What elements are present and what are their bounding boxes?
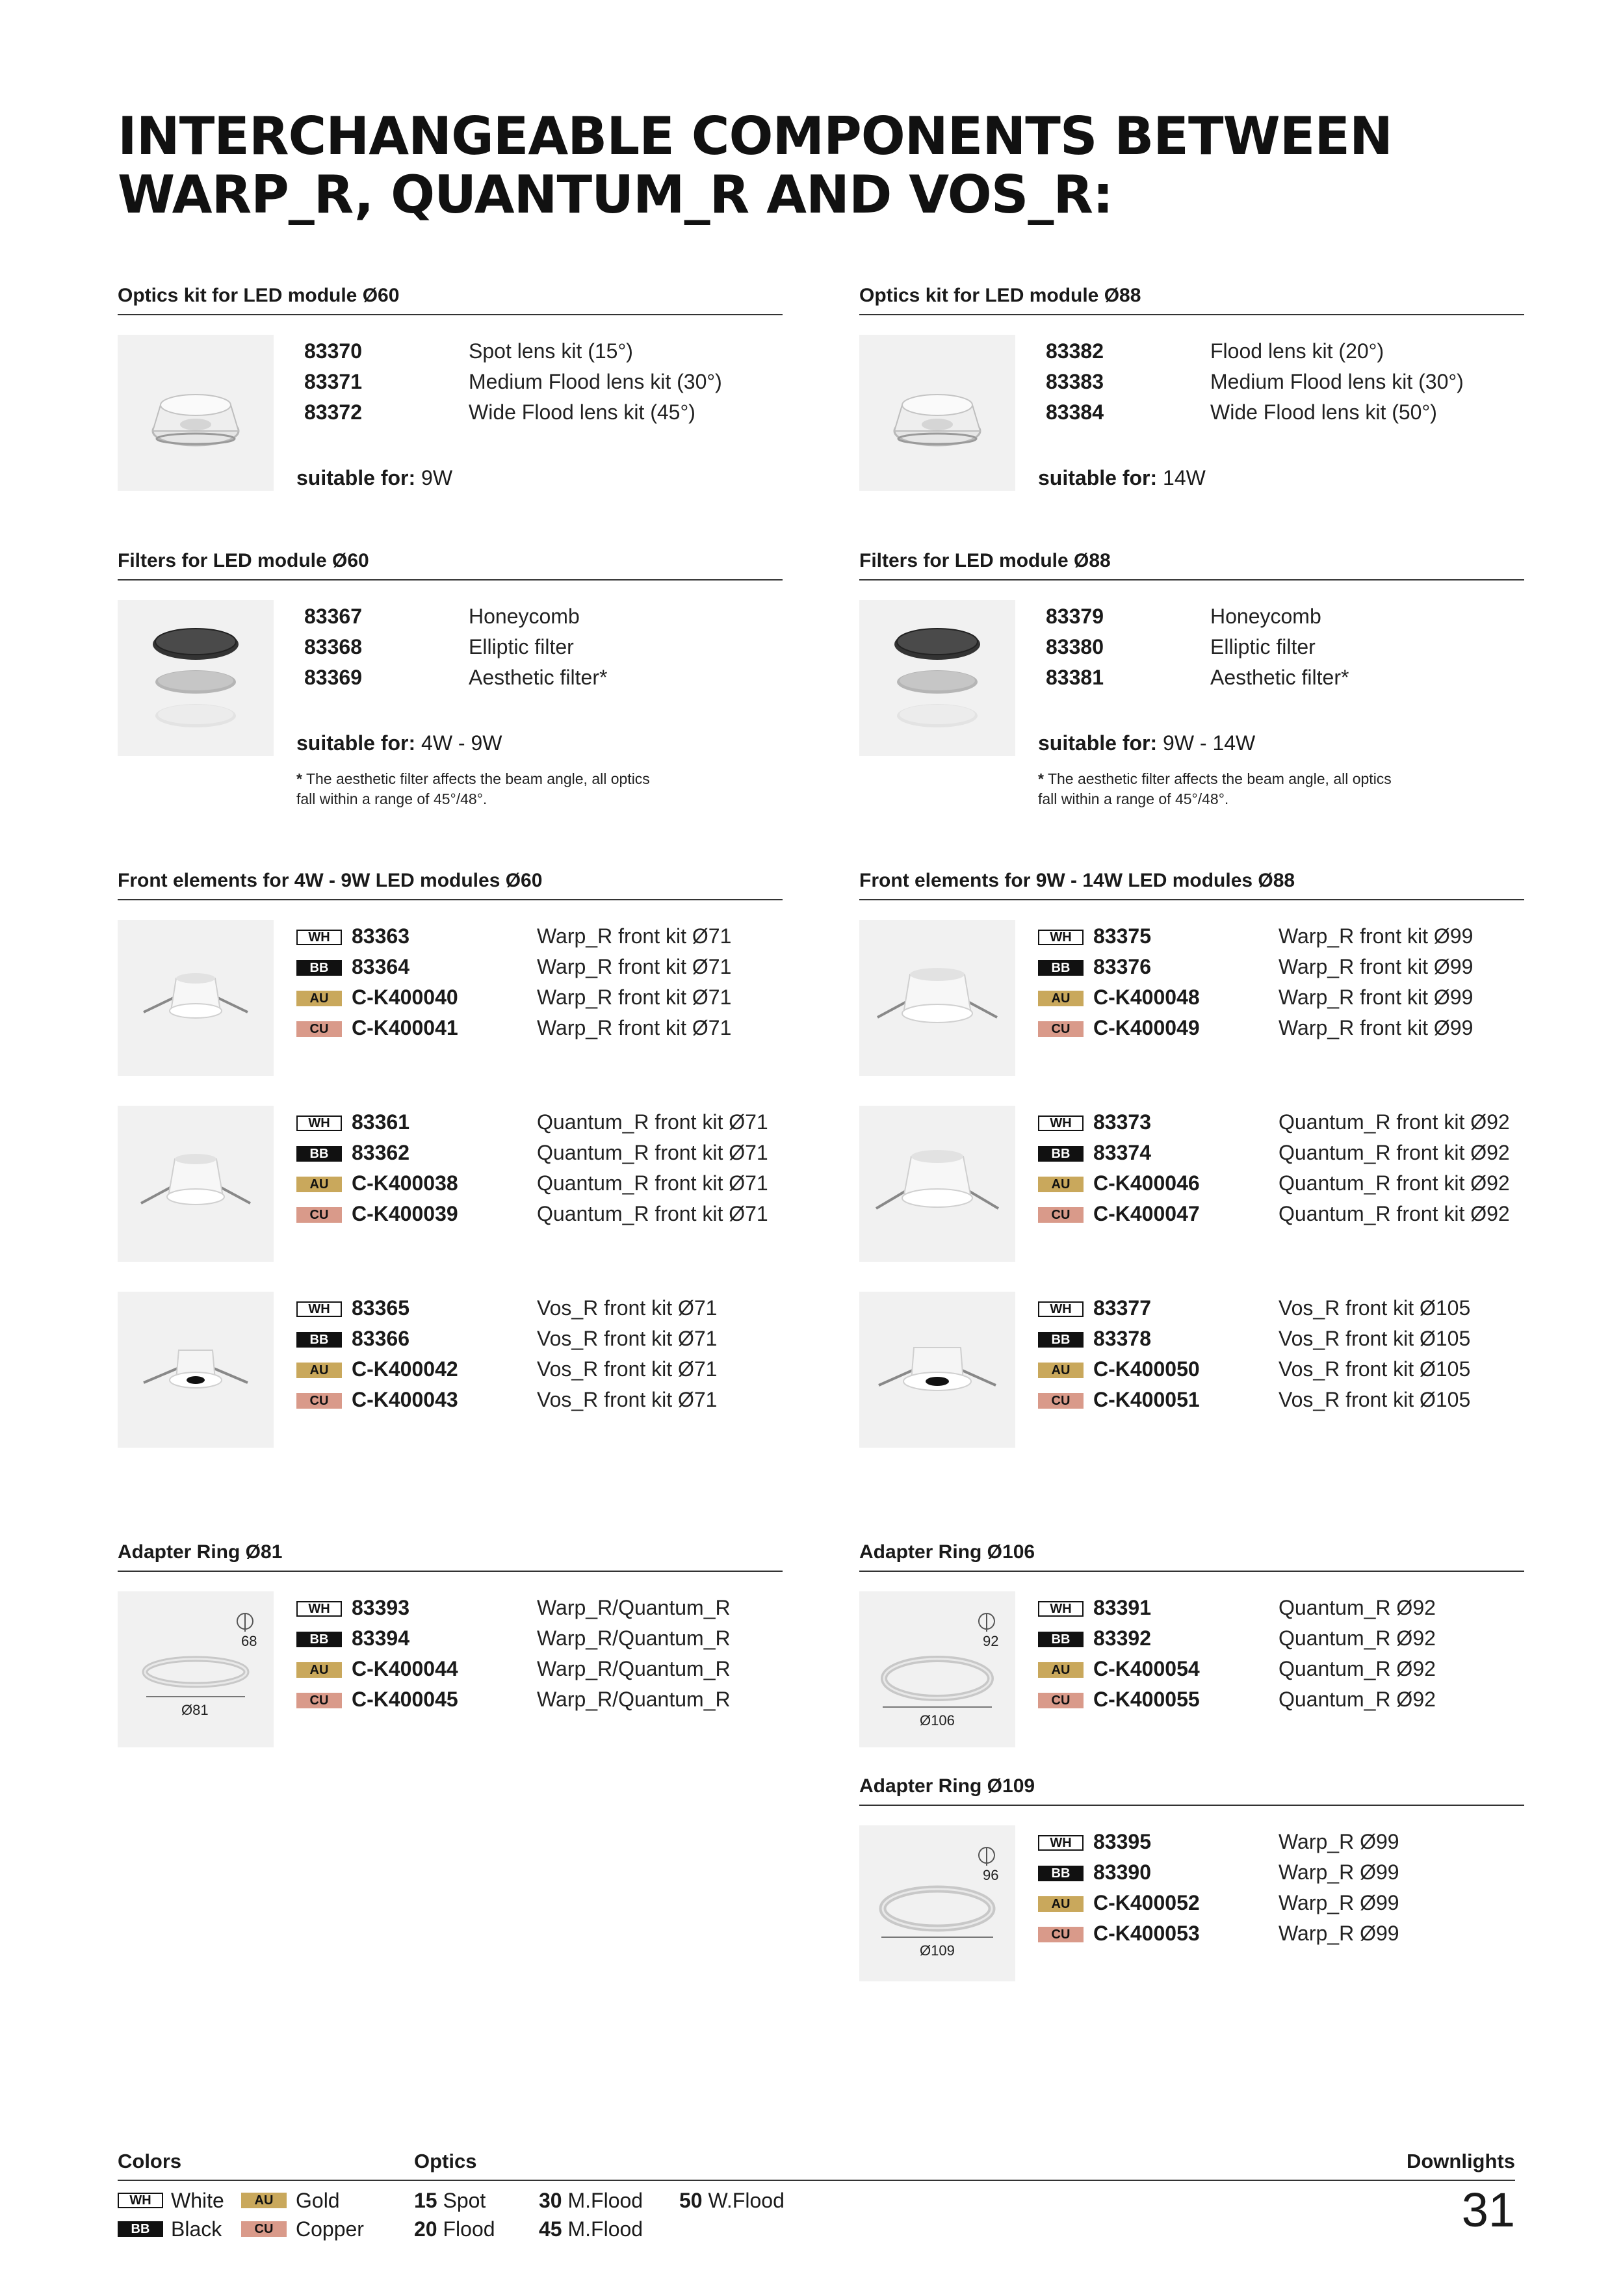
- section-title: Adapter Ring Ø109: [859, 1773, 1524, 1806]
- product-code: C-K400055: [1093, 1688, 1200, 1711]
- optics-number: 45: [539, 2217, 562, 2241]
- filter-stack-icon: [118, 600, 274, 756]
- section-front-elements-60: [118, 868, 783, 1453]
- downlight-icon: [859, 1106, 1015, 1262]
- color-badge: WH: [296, 1601, 342, 1617]
- product-code: 83378: [1093, 1327, 1151, 1350]
- product-description: Vos_R front kit Ø105: [1279, 1296, 1471, 1320]
- product-description: Warp_R/Quantum_R: [537, 1657, 731, 1680]
- optics-legend-item: [679, 2187, 785, 2213]
- section-title: Filters for LED module Ø60: [118, 548, 783, 581]
- product-code: 83367: [304, 605, 362, 628]
- section-filters-60: [118, 548, 783, 815]
- product-description: Honeycomb: [469, 605, 580, 628]
- section-adapter-ring-106: [859, 1539, 1524, 1754]
- color-badge: AU: [1038, 991, 1084, 1006]
- optics-name: M.Flood: [567, 2189, 643, 2212]
- product-code: C-K400044: [352, 1657, 458, 1680]
- ring-height-label: 92: [983, 1633, 999, 1649]
- product-description: Honeycomb: [1210, 605, 1321, 628]
- footnote-star: *: [296, 770, 302, 787]
- color-badge: WH: [1038, 1835, 1084, 1851]
- color-badge: CU: [296, 1693, 342, 1708]
- filter-footnote: [296, 769, 699, 809]
- color-badge: BB: [1038, 960, 1084, 976]
- suitable-value: 4W - 9W: [421, 731, 502, 755]
- color-badge: AU: [1038, 1363, 1084, 1378]
- optics-number: 20: [414, 2217, 437, 2241]
- product-code: 83374: [1093, 1141, 1151, 1164]
- color-badge: BB: [296, 1632, 342, 1647]
- legend-badge: WH: [118, 2193, 163, 2208]
- color-badge: AU: [1038, 1896, 1084, 1912]
- product-description: Warp_R front kit Ø71: [537, 924, 732, 948]
- product-code: 83377: [1093, 1296, 1151, 1320]
- color-badge: AU: [296, 1177, 342, 1192]
- color-badge: BB: [1038, 1146, 1084, 1162]
- product-code: 83383: [1046, 370, 1104, 393]
- product-code: C-K400050: [1093, 1357, 1200, 1381]
- section-adapter-ring-109: [859, 1773, 1524, 1988]
- product-code: 83384: [1046, 400, 1104, 424]
- downlight-icon: [118, 1292, 274, 1448]
- product-description: Warp_R Ø99: [1279, 1891, 1399, 1914]
- product-description: Warp_R Ø99: [1279, 1830, 1399, 1853]
- product-code: C-K400043: [352, 1388, 458, 1411]
- product-description: Wide Flood lens kit (50°): [1210, 400, 1437, 424]
- product-description: Quantum_R Ø92: [1279, 1596, 1436, 1619]
- suitable-for: [296, 465, 452, 491]
- adapter-ring-image: [118, 1591, 274, 1747]
- optics-number: 15: [414, 2189, 437, 2212]
- vos-front-kit-image: [118, 1292, 274, 1448]
- product-code: C-K400052: [1093, 1891, 1200, 1914]
- color-badge: WH: [1038, 930, 1084, 945]
- color-badge: AU: [296, 991, 342, 1006]
- product-description: Quantum_R Ø92: [1279, 1626, 1436, 1650]
- color-badge: CU: [1038, 1021, 1084, 1037]
- section-front-elements-88: [859, 868, 1524, 1453]
- ring-height-label: 68: [241, 1633, 257, 1649]
- page-title-line-2: WARP_R, QUANTUM_R AND VOS_R:: [118, 164, 1113, 225]
- product-code: C-K400042: [352, 1357, 458, 1381]
- suitable-label: suitable for:: [296, 466, 416, 489]
- product-description: Vos_R front kit Ø71: [537, 1327, 718, 1350]
- section-optics-kit-88: [859, 283, 1524, 497]
- lens-kit-image: [118, 335, 274, 491]
- product-code: 83380: [1046, 635, 1104, 659]
- product-code: C-K400048: [1093, 985, 1200, 1009]
- product-description: Quantum_R front kit Ø92: [1279, 1110, 1510, 1134]
- footer-divider: [118, 2180, 1515, 2181]
- section-optics-kit-60: [118, 283, 783, 497]
- color-badge: AU: [296, 1363, 342, 1378]
- ring-diameter-label: Ø81: [181, 1702, 209, 1718]
- color-badge: CU: [1038, 1693, 1084, 1708]
- quantum-front-kit-image: [859, 1106, 1015, 1262]
- product-description: Quantum_R Ø92: [1279, 1688, 1436, 1711]
- product-code: 83392: [1093, 1626, 1151, 1650]
- colors-heading: Colors: [118, 2150, 182, 2172]
- color-badge: BB: [296, 1332, 342, 1348]
- product-description: Warp_R front kit Ø71: [537, 955, 732, 978]
- product-code: 83372: [304, 400, 362, 424]
- optics-legend-item: [539, 2187, 643, 2213]
- product-description: Wide Flood lens kit (45°): [469, 400, 695, 424]
- color-badge: WH: [1038, 1601, 1084, 1617]
- section-title: Filters for LED module Ø88: [859, 548, 1524, 581]
- ring-height-label: 96: [983, 1867, 999, 1883]
- product-description: Quantum_R front kit Ø92: [1279, 1141, 1510, 1164]
- product-description: Vos_R front kit Ø71: [537, 1388, 718, 1411]
- product-code: C-K400040: [352, 985, 458, 1009]
- product-description: Warp_R/Quantum_R: [537, 1688, 731, 1711]
- lens-kit-image: [859, 335, 1015, 491]
- legend-badge: BB: [118, 2221, 163, 2237]
- footnote-star: *: [1038, 770, 1044, 787]
- legend-badge: AU: [241, 2193, 287, 2208]
- downlight-icon: [118, 920, 274, 1076]
- product-description: Warp_R front kit Ø99: [1279, 955, 1474, 978]
- product-code: C-K400053: [1093, 1922, 1200, 1945]
- product-code: C-K400045: [352, 1688, 458, 1711]
- product-code: C-K400047: [1093, 1202, 1200, 1225]
- product-code: C-K400054: [1093, 1657, 1200, 1680]
- product-code: C-K400051: [1093, 1388, 1200, 1411]
- product-code: 83391: [1093, 1596, 1151, 1619]
- legend-color-name: Black: [171, 2217, 222, 2241]
- product-description: Aesthetic filter*: [1210, 666, 1349, 689]
- product-description: Vos_R front kit Ø71: [537, 1296, 718, 1320]
- vos-front-kit-image: [859, 1292, 1015, 1448]
- suitable-for: [296, 730, 502, 756]
- lens-icon: [859, 335, 1015, 491]
- product-code: 83363: [352, 924, 409, 948]
- color-badge: CU: [296, 1393, 342, 1409]
- legend-color-name: Copper: [296, 2217, 364, 2241]
- optics-legend-item: [539, 2216, 643, 2242]
- color-badge: CU: [1038, 1207, 1084, 1223]
- product-code: 83368: [304, 635, 362, 659]
- page-title-line-1: INTERCHANGEABLE COMPONENTS BETWEEN: [118, 106, 1392, 166]
- suitable-value: 14W: [1163, 466, 1206, 489]
- suitable-value: 9W: [421, 466, 453, 489]
- product-description: Warp_R front kit Ø99: [1279, 924, 1474, 948]
- product-description: Warp_R/Quantum_R: [537, 1626, 731, 1650]
- color-badge: BB: [296, 1146, 342, 1162]
- color-badge: CU: [1038, 1393, 1084, 1409]
- product-description: Flood lens kit (20°): [1210, 339, 1384, 363]
- product-code: C-K400046: [1093, 1171, 1200, 1195]
- ring-diameter-label: Ø106: [920, 1712, 955, 1729]
- color-badge: BB: [296, 960, 342, 976]
- product-code: 83361: [352, 1110, 409, 1134]
- product-code: 83362: [352, 1141, 409, 1164]
- product-code: C-K400038: [352, 1171, 458, 1195]
- product-code: 83365: [352, 1296, 409, 1320]
- footnote-line: The aesthetic filter affects the beam angle, all optics: [305, 770, 650, 787]
- product-description: Elliptic filter: [469, 635, 574, 659]
- color-badge: CU: [296, 1207, 342, 1223]
- product-description: Quantum_R front kit Ø71: [537, 1110, 768, 1134]
- color-badge: AU: [1038, 1662, 1084, 1678]
- section-title: Front elements for 4W - 9W LED modules Ø60: [118, 868, 783, 900]
- product-code: 83395: [1093, 1830, 1151, 1853]
- page-title: [118, 107, 1515, 224]
- product-code: 83370: [304, 339, 362, 363]
- product-description: Vos_R front kit Ø71: [537, 1357, 718, 1381]
- optics-name: W.Flood: [708, 2189, 785, 2212]
- suitable-for: [1038, 730, 1255, 756]
- product-code: C-K400049: [1093, 1016, 1200, 1039]
- product-code: C-K400039: [352, 1202, 458, 1225]
- warp-front-kit-image: [118, 920, 274, 1076]
- product-code: 83376: [1093, 955, 1151, 978]
- product-code: C-K400041: [352, 1016, 458, 1039]
- product-description: Quantum_R front kit Ø71: [537, 1141, 768, 1164]
- product-description: Warp_R/Quantum_R: [537, 1596, 731, 1619]
- product-code: 83382: [1046, 339, 1104, 363]
- color-badge: AU: [1038, 1177, 1084, 1192]
- page-number: 31: [1461, 2183, 1515, 2237]
- color-badge: BB: [1038, 1332, 1084, 1348]
- filter-footnote: [1038, 769, 1441, 809]
- product-description: Quantum_R front kit Ø71: [537, 1202, 768, 1225]
- color-badge: WH: [296, 1301, 342, 1317]
- category-label: Downlights: [1406, 2150, 1515, 2172]
- product-code: 83373: [1093, 1110, 1151, 1134]
- product-code: 83369: [304, 666, 362, 689]
- footnote-line: fall within a range of 45°/48°.: [1038, 790, 1229, 807]
- suitable-label: suitable for:: [1038, 466, 1158, 489]
- color-badge: AU: [296, 1662, 342, 1678]
- color-badge: WH: [296, 930, 342, 945]
- color-badge: CU: [1038, 1927, 1084, 1942]
- quantum-front-kit-image: [118, 1106, 274, 1262]
- product-description: Spot lens kit (15°): [469, 339, 633, 363]
- suitable-label: suitable for:: [1038, 731, 1158, 755]
- color-badge: BB: [1038, 1866, 1084, 1881]
- lens-icon: [118, 335, 274, 491]
- section-title: Front elements for 9W - 14W LED modules Ø88: [859, 868, 1524, 900]
- product-description: Quantum_R front kit Ø92: [1279, 1171, 1510, 1195]
- product-description: Quantum_R front kit Ø71: [537, 1171, 768, 1195]
- product-description: Aesthetic filter*: [469, 666, 608, 689]
- section-adapter-ring-81: [118, 1539, 783, 1754]
- color-badge: CU: [296, 1021, 342, 1037]
- legend-color-name: Gold: [296, 2189, 340, 2212]
- product-description: Vos_R front kit Ø105: [1279, 1388, 1471, 1411]
- product-code: 83381: [1046, 666, 1104, 689]
- section-title: Optics kit for LED module Ø88: [859, 283, 1524, 315]
- optics-number: 30: [539, 2189, 562, 2212]
- color-badge: BB: [1038, 1632, 1084, 1647]
- product-description: Warp_R front kit Ø99: [1279, 985, 1474, 1009]
- section-filters-88: [859, 548, 1524, 815]
- filters-image: [118, 600, 274, 756]
- product-code: 83394: [352, 1626, 409, 1650]
- adapter-ring-image: [859, 1591, 1015, 1747]
- suitable-label: suitable for:: [296, 731, 416, 755]
- product-description: Quantum_R Ø92: [1279, 1657, 1436, 1680]
- optics-name: Flood: [443, 2217, 495, 2241]
- section-title: Adapter Ring Ø81: [118, 1539, 783, 1572]
- product-description: Warp_R front kit Ø71: [537, 985, 732, 1009]
- product-description: Warp_R Ø99: [1279, 1922, 1399, 1945]
- section-title: Optics kit for LED module Ø60: [118, 283, 783, 315]
- suitable-for: [1038, 465, 1206, 491]
- downlight-icon: [859, 920, 1015, 1076]
- ring-diameter-label: Ø109: [920, 1942, 955, 1959]
- filters-image: [859, 600, 1015, 756]
- warp-front-kit-image: [859, 920, 1015, 1076]
- optics-heading: Optics: [414, 2150, 477, 2172]
- downlight-icon: [859, 1292, 1015, 1448]
- product-code: 83375: [1093, 924, 1151, 948]
- optics-legend-item: [414, 2187, 486, 2213]
- product-description: Warp_R front kit Ø99: [1279, 1016, 1474, 1039]
- downlight-icon: [118, 1106, 274, 1262]
- legend-badge: CU: [241, 2221, 287, 2237]
- product-description: Medium Flood lens kit (30°): [1210, 370, 1464, 393]
- product-description: Warp_R Ø99: [1279, 1860, 1399, 1884]
- product-description: Warp_R front kit Ø71: [537, 1016, 732, 1039]
- color-badge: WH: [1038, 1301, 1084, 1317]
- product-description: Vos_R front kit Ø105: [1279, 1357, 1471, 1381]
- suitable-value: 9W - 14W: [1163, 731, 1256, 755]
- optics-name: M.Flood: [567, 2217, 643, 2241]
- optics-legend-item: [414, 2216, 495, 2242]
- product-code: 83371: [304, 370, 362, 393]
- optics-number: 50: [679, 2189, 703, 2212]
- product-description: Quantum_R front kit Ø92: [1279, 1202, 1510, 1225]
- color-badge: WH: [296, 1115, 342, 1131]
- filter-stack-icon: [859, 600, 1015, 756]
- section-title: Adapter Ring Ø106: [859, 1539, 1524, 1572]
- product-description: Medium Flood lens kit (30°): [469, 370, 722, 393]
- product-code: 83390: [1093, 1860, 1151, 1884]
- footnote-line: fall within a range of 45°/48°.: [296, 790, 487, 807]
- footnote-line: The aesthetic filter affects the beam angle, all optics: [1047, 770, 1392, 787]
- product-code: 83366: [352, 1327, 409, 1350]
- optics-name: Spot: [443, 2189, 486, 2212]
- color-badge: WH: [1038, 1115, 1084, 1131]
- adapter-ring-image: [859, 1825, 1015, 1981]
- product-description: Elliptic filter: [1210, 635, 1316, 659]
- product-code: 83379: [1046, 605, 1104, 628]
- product-code: 83393: [352, 1596, 409, 1619]
- product-description: Vos_R front kit Ø105: [1279, 1327, 1471, 1350]
- legend-color-name: White: [171, 2189, 224, 2212]
- adapter-ring-icon: [118, 1591, 274, 1747]
- product-code: 83364: [352, 955, 409, 978]
